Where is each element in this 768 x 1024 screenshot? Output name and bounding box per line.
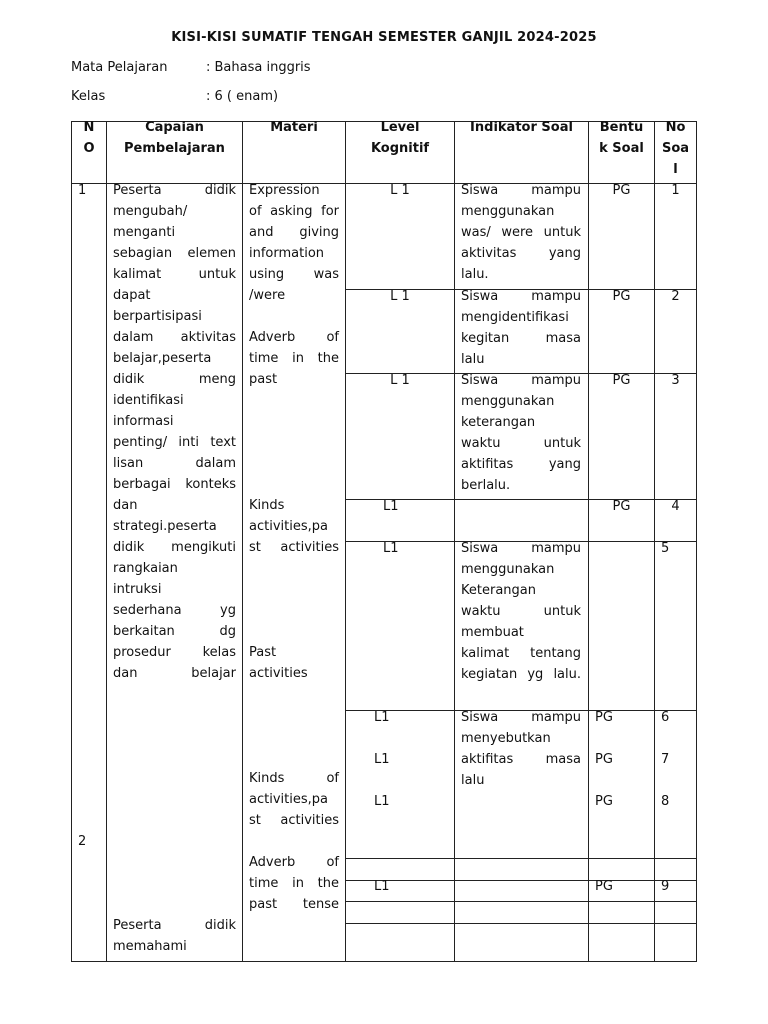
text-line: waktu untuk (461, 604, 581, 619)
text-line: berlalu. (461, 478, 511, 493)
level-8: L1 (374, 794, 390, 809)
text-line: belajar,peserta (113, 351, 212, 366)
materi-past-activities (249, 642, 339, 684)
text-line: informasi (113, 414, 174, 429)
text-line: didik meng (113, 372, 236, 387)
text-line: prosedur kelas (113, 645, 236, 660)
text-line: Siswa mampu (461, 289, 581, 304)
capaian-text (113, 180, 236, 684)
header-bentuk: Bentu k Soal (599, 120, 644, 156)
text-line: time in the (249, 876, 339, 891)
text-line: berpartisipasi (113, 309, 202, 324)
bentuk-3: PG (612, 373, 631, 388)
no-soal-6: 6 (661, 710, 670, 725)
materi-kinds (249, 495, 339, 558)
text-line: berbagai konteks (113, 477, 236, 492)
indikator-2 (461, 286, 581, 370)
text-line: Kinds of (249, 771, 339, 786)
header-no-soal: No Soa l (661, 120, 690, 177)
text-line: past (249, 372, 278, 387)
text-line: strategi.peserta (113, 519, 217, 534)
materi-adverb-2 (249, 852, 339, 915)
text-line: /were (249, 288, 286, 303)
text-line: Siswa mampu (461, 183, 581, 198)
bentuk-4: PG (612, 499, 631, 514)
bentuk-8: PG (595, 794, 613, 809)
bentuk-7: PG (595, 752, 613, 767)
level-4: L1 (383, 499, 399, 514)
text-line: aktifitas yang (461, 457, 581, 472)
level-5: L1 (383, 541, 399, 556)
bentuk-1: PG (612, 183, 631, 198)
text-line: lalu. (461, 267, 489, 282)
level-7: L1 (374, 752, 390, 767)
capaian-text-2 (113, 915, 236, 957)
level-2: L 1 (390, 289, 410, 304)
text-line: dan belajar (113, 666, 236, 681)
text-line: Peserta didik (113, 918, 236, 933)
text-line: kalimat untuk (113, 267, 236, 282)
text-line: information (249, 246, 325, 261)
header-materi: Materi (270, 120, 318, 135)
text-line: lalu (461, 352, 485, 367)
text-line: Expression (249, 183, 320, 198)
bentuk-2: PG (612, 289, 631, 304)
text-line: aktifitas masa (461, 752, 581, 767)
text-line: didik mengikuti (113, 540, 236, 555)
text-line: menggunakan (461, 562, 555, 577)
no-soal-8: 8 (661, 794, 670, 809)
text-line: identifikasi (113, 393, 184, 408)
materi-expression (249, 180, 339, 306)
text-line: Siswa mampu (461, 541, 581, 556)
materi-adverb (249, 327, 339, 390)
subject-value: : Bahasa inggris (206, 60, 311, 75)
header-level: Level Kognitif (370, 120, 430, 156)
no-soal-5: 5 (661, 541, 670, 556)
text-line: kalimat tentang (461, 646, 581, 661)
text-line: rangkaian (113, 561, 178, 576)
text-line: aktivitas yang (461, 246, 581, 261)
text-line: mengubah/ (113, 204, 188, 219)
text-line: mengidentifikasi (461, 310, 569, 325)
header-indikator: Indikator Soal (470, 120, 573, 135)
text-line: Keterangan (461, 583, 536, 598)
level-9: L1 (374, 879, 390, 894)
text-line: menggunakan (461, 394, 555, 409)
indikator-5 (461, 538, 581, 685)
text-line: dan (113, 498, 138, 513)
no-soal-1: 1 (671, 183, 680, 198)
indikator-1 (461, 180, 581, 285)
text-line: lalu (461, 773, 485, 788)
text-line: lisan dalam (113, 456, 236, 471)
header-no: N O (83, 120, 95, 156)
text-line: menganti (113, 225, 176, 240)
indikator-3 (461, 370, 581, 496)
text-line: memahami (113, 939, 187, 954)
class-value: : 6 ( enam) (206, 89, 279, 104)
text-line: Kinds (249, 498, 285, 513)
text-line: Adverb of (249, 855, 339, 870)
text-line: Past (249, 645, 277, 660)
text-line: dalam aktivitas (113, 330, 236, 345)
text-line: menyebutkan (461, 731, 551, 746)
text-line: past tense (249, 897, 339, 912)
text-line: waktu untuk (461, 436, 581, 451)
text-line: sebagian elemen (113, 246, 236, 261)
text-line: activities,pa (249, 792, 328, 807)
no-soal-9: 9 (661, 879, 670, 894)
text-line: activities,pa (249, 519, 328, 534)
text-line: time in the (249, 351, 339, 366)
text-line: using was (249, 267, 339, 282)
text-line: intruksi (113, 582, 162, 597)
text-line: of asking for (249, 204, 339, 219)
materi-kinds-2 (249, 768, 339, 831)
text-line: and giving (249, 225, 339, 240)
bentuk-9: PG (595, 879, 613, 894)
text-line: sederhana yg (113, 603, 236, 618)
indikator-6 (461, 707, 581, 791)
text-line: Siswa mampu (461, 710, 581, 725)
no-soal-4: 4 (671, 499, 680, 514)
row-number-1: 1 (78, 183, 87, 198)
level-6: L1 (374, 710, 390, 725)
no-soal-7: 7 (661, 752, 670, 767)
no-soal-2: 2 (671, 289, 680, 304)
text-line: activities (249, 666, 308, 681)
text-line: membuat (461, 625, 524, 640)
text-line: st activities (249, 813, 339, 828)
text-line: keterangan (461, 415, 536, 430)
text-line: kegiatan yg lalu. (461, 667, 581, 682)
no-soal-3: 3 (671, 373, 680, 388)
text-line: kegitan masa (461, 331, 581, 346)
text-line: penting/ inti text (113, 435, 236, 450)
text-line: Siswa mampu (461, 373, 581, 388)
header-capaian: Capaian Pembelajaran (124, 120, 225, 156)
text-line: dapat (113, 288, 151, 303)
class-label: Kelas (71, 89, 106, 104)
level-3: L 1 (390, 373, 410, 388)
text-line: berkaitan dg (113, 624, 236, 639)
text-line: was/ were untuk (461, 225, 581, 240)
text-line: menggunakan (461, 204, 555, 219)
bentuk-6: PG (595, 710, 613, 725)
text-line: Adverb of (249, 330, 339, 345)
text-line: st activities (249, 540, 339, 555)
subject-label: Mata Pelajaran (71, 60, 168, 75)
doc-title: KISI-KISI SUMATIF TENGAH SEMESTER GANJIL 2024-2025 (171, 30, 597, 45)
row-number-2: 2 (78, 834, 87, 849)
level-1: L 1 (390, 183, 410, 198)
text-line: Peserta didik (113, 183, 236, 198)
